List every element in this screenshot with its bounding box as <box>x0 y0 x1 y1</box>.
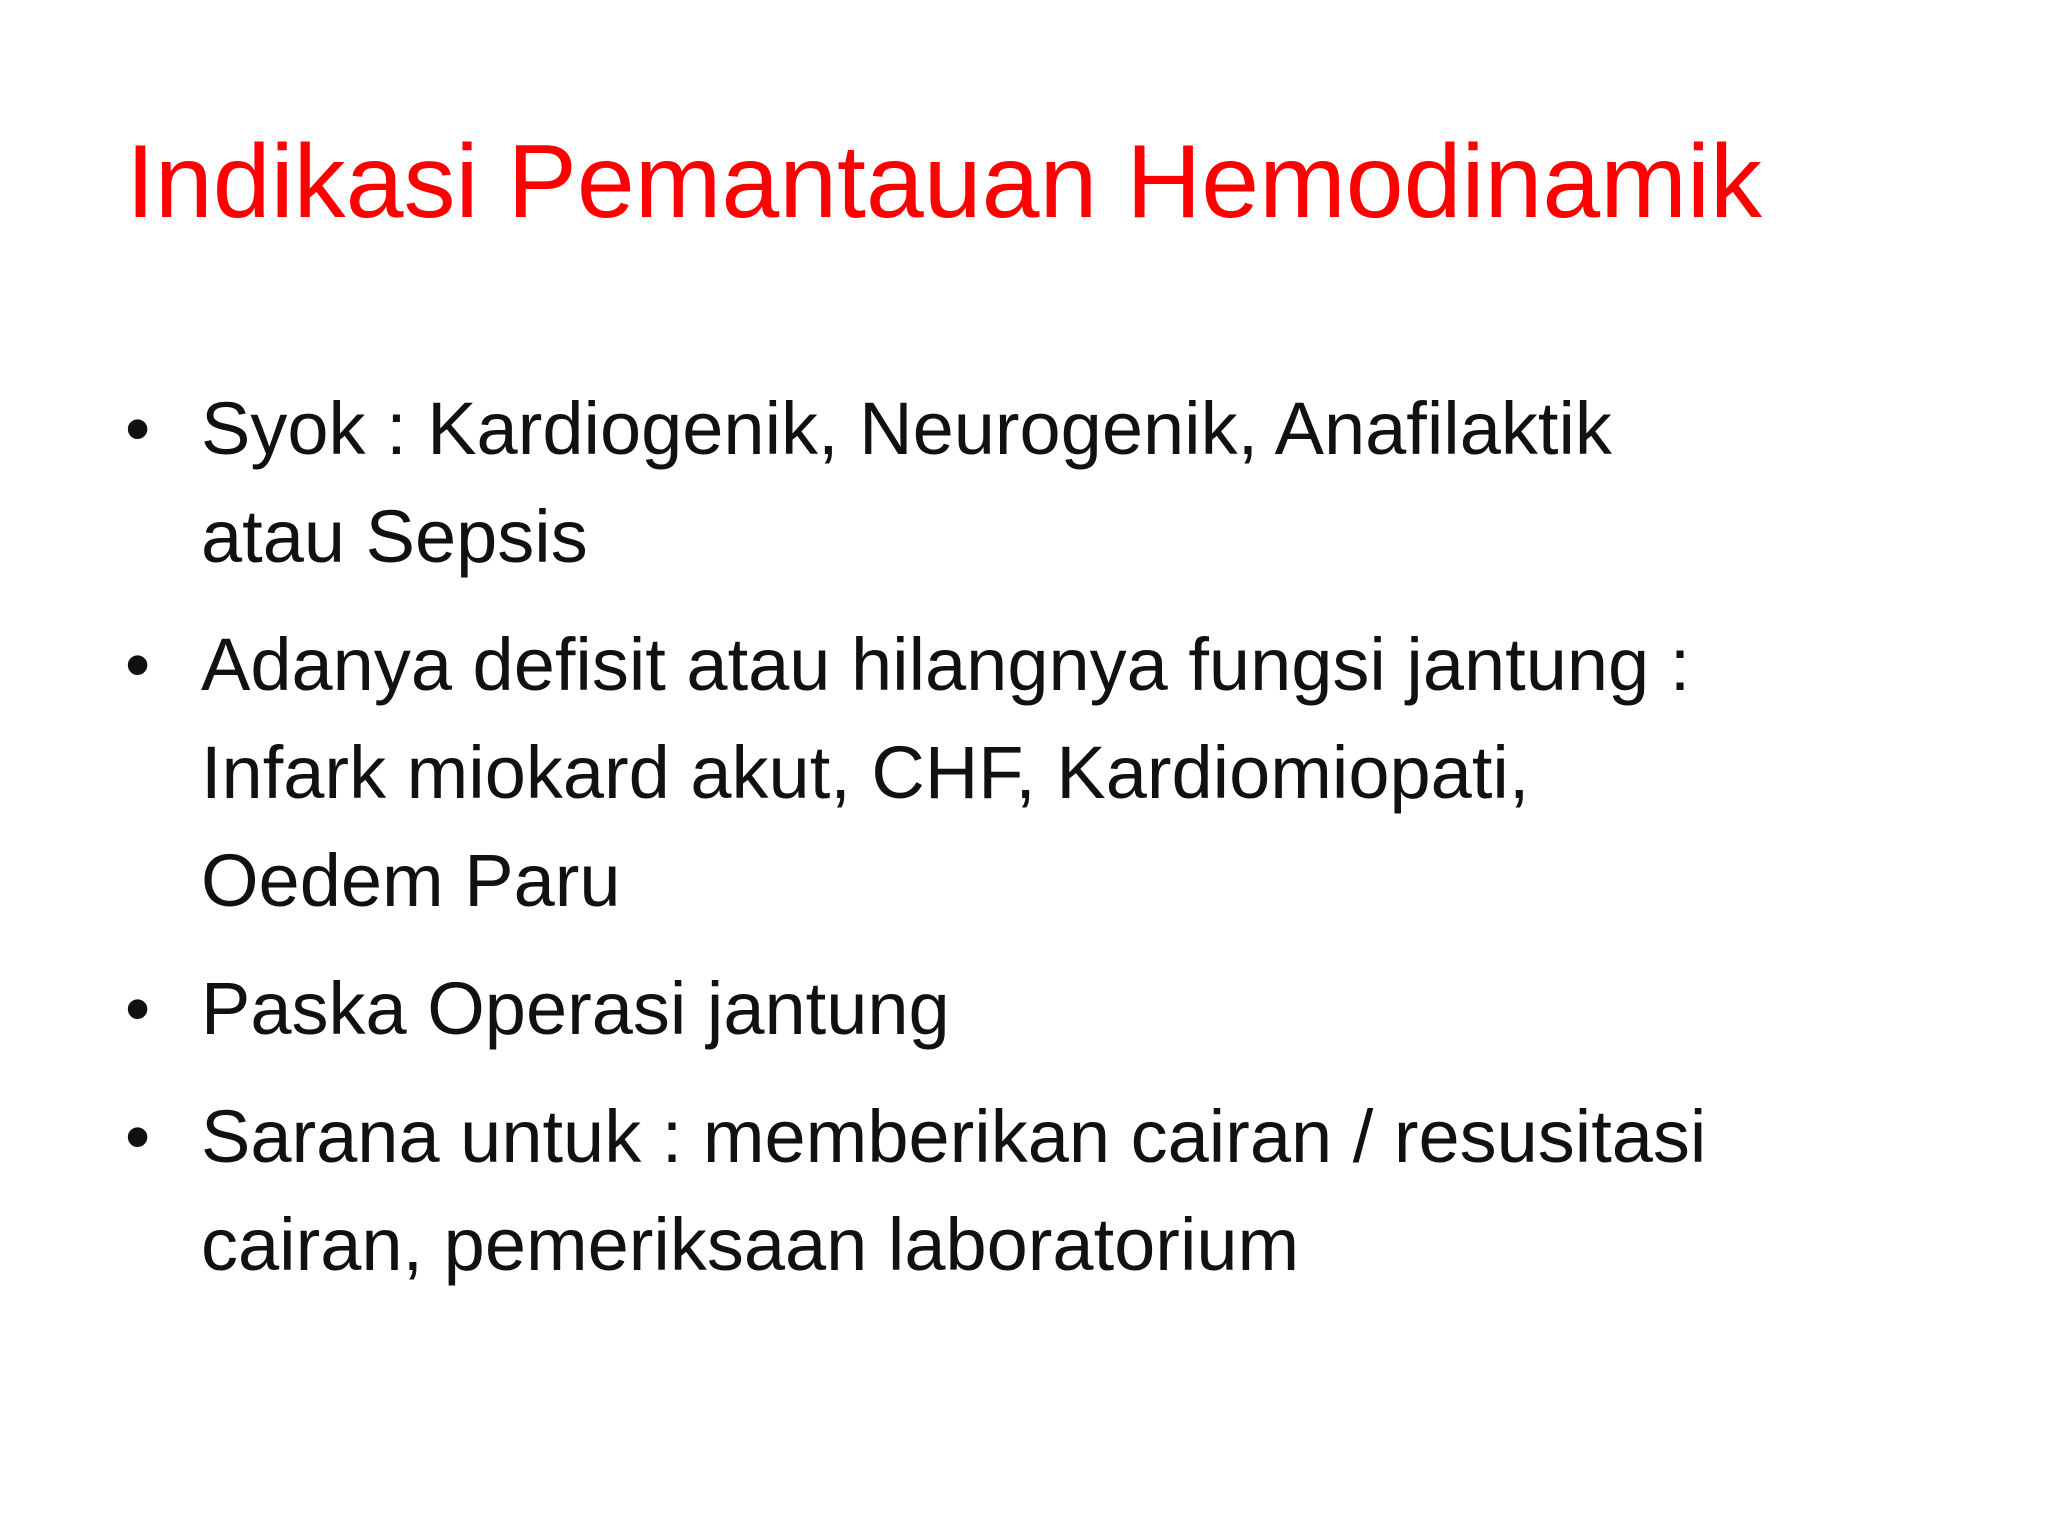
bullet-item-paska-operasi <box>125 955 1955 1063</box>
bullet-text <box>201 611 1690 935</box>
bullet-line: Adanya defisit atau hilangnya fungsi jantung : <box>201 623 1691 706</box>
bullet-line: Oedem Paru <box>201 839 621 922</box>
bullet-dot-icon: • <box>125 1097 151 1177</box>
slide-title: Indikasi Pemantauan Hemodinamik <box>126 124 1762 240</box>
bullet-text <box>201 1083 1706 1299</box>
bullet-item-sarana <box>125 1083 1955 1299</box>
bullet-dot-icon: • <box>125 389 151 469</box>
bullet-line: atau Sepsis <box>201 495 588 578</box>
bullet-line: Infark miokard akut, CHF, Kardiomiopati, <box>201 731 1530 814</box>
bullet-text <box>201 375 1612 591</box>
bullet-text <box>201 955 950 1063</box>
bullet-list <box>125 375 1955 1319</box>
bullet-dot-icon: • <box>125 969 151 1049</box>
bullet-line: Sarana untuk : memberikan cairan / resusitasi <box>201 1095 1707 1178</box>
bullet-line: Paska Operasi jantung <box>201 967 950 1050</box>
bullet-dot-icon: • <box>125 625 151 705</box>
bullet-line: cairan, pemeriksaan laboratorium <box>201 1203 1300 1286</box>
bullet-item-syok <box>125 375 1955 591</box>
bullet-line: Syok : Kardiogenik, Neurogenik, Anafilaktik <box>201 387 1612 470</box>
bullet-item-defisit-jantung <box>125 611 1955 935</box>
